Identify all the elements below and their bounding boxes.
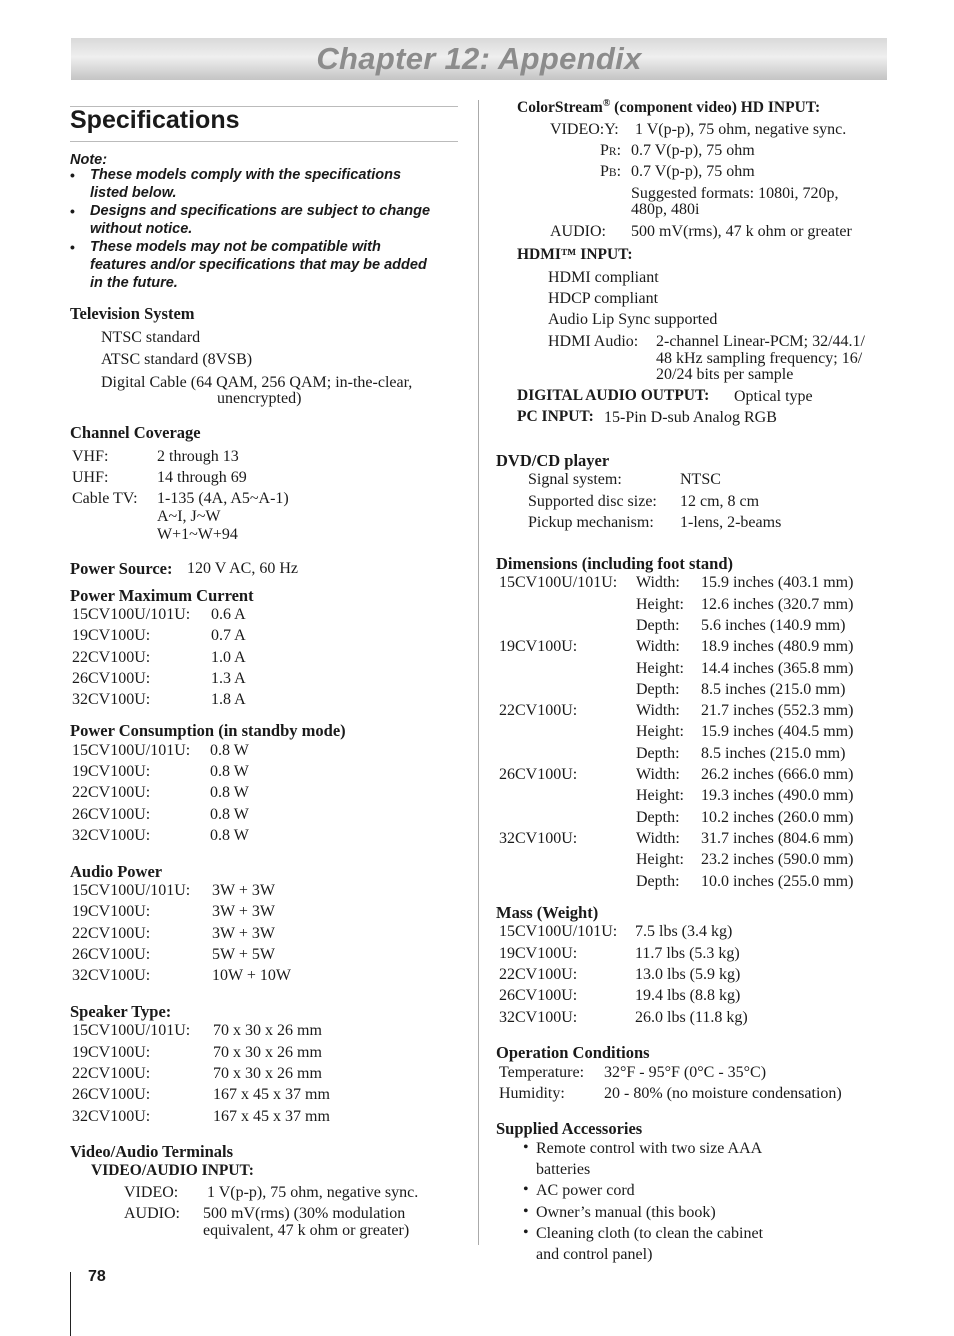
- accessory-item: Owner’s manual (this book): [536, 1204, 716, 1221]
- power-cons-heading: Power Consumption (in standby mode): [70, 721, 346, 740]
- model-label: 15CV100U/101U:: [72, 606, 191, 623]
- channel-key: Cable TV:: [72, 490, 138, 507]
- model-label: 15CV100U/101U:: [72, 1022, 191, 1039]
- model-label: 19CV100U:: [499, 638, 578, 655]
- hdmi-audio-value-cont: 20/24 bits per sample: [656, 366, 794, 383]
- va-video-key: VIDEO:: [124, 1184, 179, 1201]
- tv-system-item-cont: unencrypted): [217, 390, 302, 407]
- bullet: •: [523, 1139, 529, 1156]
- height-value: 19.3 inches (490.0 mm): [701, 787, 854, 804]
- digital-out-label: DIGITAL AUDIO OUTPUT:: [517, 387, 710, 404]
- hdmi-audio-value-cont: 48 kHz sampling frequency; 16/: [656, 350, 863, 367]
- va-audio-value-cont: equivalent, 47 k ohm or greater): [203, 1222, 410, 1239]
- va-video-value: 1 V(p-p), 75 ohm, negative sync.: [207, 1184, 419, 1201]
- cs-formats-cont: 480p, 480i: [631, 201, 700, 218]
- height-value: 12.6 inches (320.7 mm): [701, 596, 854, 613]
- note-item-3: These models may not be compatible with: [90, 239, 381, 255]
- bullet: •: [523, 1203, 529, 1220]
- audio-power-value: 5W + 5W: [212, 946, 275, 963]
- model-label: 26CV100U:: [499, 987, 578, 1004]
- power-cons-value: 0.8 W: [210, 784, 249, 801]
- note-item-3-cont: features and/or specifications that may be added: [90, 257, 427, 273]
- model-label: 32CV100U:: [499, 1009, 578, 1026]
- speaker-value: 167 x 45 x 37 mm: [213, 1086, 330, 1103]
- height-label: Height:: [636, 723, 684, 740]
- mass-value: 7.5 lbs (3.4 kg): [635, 923, 733, 940]
- operation-value: 32°F - 95°F (0°C - 35°C): [604, 1064, 767, 1081]
- channel-key: VHF:: [72, 448, 109, 465]
- power-max-value: 1.0 A: [211, 649, 246, 666]
- dvd-key: Signal system:: [528, 471, 622, 488]
- operation-key: Humidity:: [499, 1085, 565, 1102]
- model-label: 32CV100U:: [72, 691, 151, 708]
- model-label: 15CV100U/101U:: [499, 923, 618, 940]
- model-label: 22CV100U:: [499, 966, 578, 983]
- dvd-key: Pickup mechanism:: [528, 514, 654, 531]
- page-number: 78: [88, 1268, 106, 1285]
- hdmi-audio-key: HDMI Audio:: [548, 333, 639, 350]
- hdmi-item: HDCP compliant: [548, 290, 659, 307]
- accessories-heading: Supplied Accessories: [496, 1119, 643, 1138]
- hdmi-audio-value: 2-channel Linear-PCM; 32/44.1/: [656, 333, 865, 350]
- width-label: Width:: [636, 574, 680, 591]
- audio-power-value: 3W + 3W: [212, 925, 275, 942]
- colorstream-heading: [517, 98, 820, 117]
- model-label: 19CV100U:: [72, 763, 151, 780]
- cs-pr-value: 0.7 V(p-p), 75 ohm: [631, 142, 755, 159]
- width-label: Width:: [636, 638, 680, 655]
- audio-power-heading: Audio Power: [70, 862, 163, 881]
- va-input-heading: VIDEO/AUDIO INPUT:: [91, 1162, 254, 1179]
- depth-label: Depth:: [636, 681, 680, 698]
- model-label: 32CV100U:: [72, 967, 151, 984]
- accessory-item-cont: batteries: [536, 1161, 591, 1178]
- dimensions-heading: Dimensions (including foot stand): [496, 554, 734, 573]
- bullet: •: [523, 1224, 529, 1241]
- section-rule-bottom: [70, 141, 458, 142]
- width-value: 15.9 inches (403.1 mm): [701, 574, 854, 591]
- height-value: 15.9 inches (404.5 mm): [701, 723, 854, 740]
- model-label: 15CV100U/101U:: [72, 742, 191, 759]
- mass-value: 19.4 lbs (8.8 kg): [635, 987, 741, 1004]
- speaker-value: 70 x 30 x 26 mm: [213, 1065, 322, 1082]
- cs-video-value: 1 V(p-p), 75 ohm, negative sync.: [635, 121, 847, 138]
- speaker-value: 70 x 30 x 26 mm: [213, 1022, 322, 1039]
- model-label: 26CV100U:: [72, 806, 151, 823]
- channel-key: UHF:: [72, 469, 109, 486]
- note-bullet: •: [70, 203, 75, 219]
- note-item-3-cont2: in the future.: [90, 275, 178, 291]
- height-label: Height:: [636, 660, 684, 677]
- width-value: 18.9 inches (480.9 mm): [701, 638, 854, 655]
- note-item-1-cont: listed below.: [90, 185, 177, 201]
- channel-heading: Channel Coverage: [70, 423, 201, 442]
- model-label: 26CV100U:: [72, 1086, 151, 1103]
- power-max-value: 0.7 A: [211, 627, 246, 644]
- height-value: 14.4 inches (365.8 mm): [701, 660, 854, 677]
- channel-value-cont: A~I, J~W: [157, 508, 221, 525]
- dvd-heading: DVD/CD player: [496, 451, 610, 470]
- height-label: Height:: [636, 596, 684, 613]
- dvd-value: 12 cm, 8 cm: [680, 493, 760, 510]
- mass-value: 13.0 lbs (5.9 kg): [635, 966, 741, 983]
- model-label: 22CV100U:: [72, 925, 151, 942]
- model-label: 15CV100U/101U:: [72, 882, 191, 899]
- accessory-item: Remote control with two size AAA: [536, 1140, 763, 1157]
- model-label: 22CV100U:: [499, 702, 578, 719]
- chapter-banner: [71, 38, 887, 80]
- column-divider: [478, 100, 479, 1245]
- depth-label: Depth:: [636, 617, 680, 634]
- va-audio-key: AUDIO:: [124, 1205, 180, 1222]
- depth-value: 5.6 inches (140.9 mm): [701, 617, 846, 634]
- va-terminals-heading: Video/Audio Terminals: [70, 1142, 234, 1161]
- channel-value-cont: W+1~W+94: [157, 526, 238, 543]
- operation-key: Temperature:: [499, 1064, 585, 1081]
- width-label: Width:: [636, 702, 680, 719]
- model-label: 22CV100U:: [72, 649, 151, 666]
- power-cons-value: 0.8 W: [210, 742, 249, 759]
- power-max-value: 0.6 A: [211, 606, 246, 623]
- power-max-value: 1.8 A: [211, 691, 246, 708]
- model-label: 26CV100U:: [499, 766, 578, 783]
- footer-bar: [70, 1272, 71, 1336]
- note-item-1: These models comply with the specifications: [90, 167, 402, 183]
- section-title: Specifications: [70, 106, 240, 134]
- accessory-item: Cleaning cloth (to clean the cabinet: [536, 1225, 764, 1242]
- chapter-title: Chapter 12: Appendix: [316, 41, 642, 76]
- speaker-value: 70 x 30 x 26 mm: [213, 1044, 322, 1061]
- colorstream-title-rest: (component video) HD INPUT:: [610, 99, 821, 117]
- pc-input-value: 15-Pin D-sub Analog RGB: [604, 409, 777, 426]
- model-label: 19CV100U:: [72, 1044, 151, 1061]
- pc-input-label: PC INPUT:: [517, 408, 594, 425]
- height-label: Height:: [636, 851, 684, 868]
- cs-pr-key: PR:: [600, 142, 622, 159]
- note-item-2-cont: without notice.: [90, 221, 193, 237]
- power-cons-value: 0.8 W: [210, 806, 249, 823]
- width-value: 31.7 inches (804.6 mm): [701, 830, 854, 847]
- model-label: 26CV100U:: [72, 670, 151, 687]
- depth-label: Depth:: [636, 809, 680, 826]
- power-cons-value: 0.8 W: [210, 763, 249, 780]
- depth-value: 8.5 inches (215.0 mm): [701, 745, 846, 762]
- audio-power-value: 3W + 3W: [212, 882, 275, 899]
- model-label: 19CV100U:: [72, 627, 151, 644]
- hdmi-item: Audio Lip Sync supported: [548, 311, 718, 328]
- width-value: 26.2 inches (666.0 mm): [701, 766, 854, 783]
- model-label: 32CV100U:: [72, 827, 151, 844]
- height-value: 23.2 inches (590.0 mm): [701, 851, 854, 868]
- cs-audio-value: 500 mV(rms), 47 k ohm or greater: [631, 223, 852, 240]
- cs-audio-key: AUDIO:: [550, 223, 606, 240]
- power-source-label: Power Source:: [70, 559, 173, 578]
- channel-value: 2 through 13: [157, 448, 239, 465]
- audio-power-value: 3W + 3W: [212, 903, 275, 920]
- channel-value: 14 through 69: [157, 469, 247, 486]
- channel-value: 1-135 (4A, A5~A-1): [157, 490, 289, 507]
- accessory-item-cont: and control panel): [536, 1246, 653, 1263]
- cs-video-key: VIDEO:Y:: [550, 121, 619, 138]
- model-label: 22CV100U:: [72, 784, 151, 801]
- depth-value: 10.0 inches (255.0 mm): [701, 873, 854, 890]
- mass-value: 26.0 lbs (11.8 kg): [635, 1009, 748, 1026]
- width-value: 21.7 inches (552.3 mm): [701, 702, 854, 719]
- tv-system-item: ATSC standard (8VSB): [101, 351, 253, 368]
- note-item-2: Designs and specifications are subject to change: [90, 203, 431, 219]
- model-label: 26CV100U:: [72, 946, 151, 963]
- bullet: •: [523, 1181, 529, 1198]
- operation-value: 20 - 80% (no moisture condensation): [604, 1085, 842, 1102]
- digital-out-value: Optical type: [734, 388, 813, 405]
- model-label: 15CV100U/101U:: [499, 574, 618, 591]
- model-label: 22CV100U:: [72, 1065, 151, 1082]
- operation-heading: Operation Conditions: [496, 1043, 650, 1062]
- speaker-value: 167 x 45 x 37 mm: [213, 1108, 330, 1125]
- height-label: Height:: [636, 787, 684, 804]
- depth-value: 8.5 inches (215.0 mm): [701, 681, 846, 698]
- dvd-key: Supported disc size:: [528, 493, 657, 510]
- note-label: Note:: [70, 152, 108, 168]
- hdmi-item: HDMI compliant: [548, 269, 659, 286]
- depth-label: Depth:: [636, 745, 680, 762]
- note-bullet: •: [70, 239, 75, 255]
- cs-formats: Suggested formats: 1080i, 720p,: [631, 185, 839, 202]
- depth-label: Depth:: [636, 873, 680, 890]
- power-cons-value: 0.8 W: [210, 827, 249, 844]
- registered-mark: ®: [602, 98, 611, 109]
- accessory-item: AC power cord: [536, 1182, 635, 1199]
- model-label: 19CV100U:: [499, 945, 578, 962]
- colorstream-title: ColorStream: [517, 99, 603, 117]
- power-max-heading: Power Maximum Current: [70, 586, 254, 605]
- tv-system-heading: Television System: [70, 304, 195, 323]
- power-source-value: 120 V AC, 60 Hz: [187, 560, 298, 577]
- cs-pb-value: 0.7 V(p-p), 75 ohm: [631, 163, 755, 180]
- mass-heading: Mass (Weight): [496, 903, 599, 922]
- audio-power-value: 10W + 10W: [212, 967, 291, 984]
- tv-system-item: Digital Cable (64 QAM, 256 QAM; in-the-clear,: [101, 374, 413, 391]
- tv-system-item: NTSC standard: [101, 329, 201, 346]
- va-audio-value: 500 mV(rms) (30% modulation: [203, 1205, 406, 1222]
- note-bullet: •: [70, 167, 75, 183]
- power-max-value: 1.3 A: [211, 670, 246, 687]
- width-label: Width:: [636, 830, 680, 847]
- mass-value: 11.7 lbs (5.3 kg): [635, 945, 740, 962]
- dvd-value: NTSC: [680, 471, 721, 488]
- width-label: Width:: [636, 766, 680, 783]
- model-label: 32CV100U:: [72, 1108, 151, 1125]
- dvd-value: 1-lens, 2-beams: [680, 514, 782, 531]
- model-label: 19CV100U:: [72, 903, 151, 920]
- model-label: 32CV100U:: [499, 830, 578, 847]
- cs-pb-key: PB:: [600, 163, 622, 180]
- hdmi-heading: HDMI™ INPUT:: [517, 246, 633, 263]
- depth-value: 10.2 inches (260.0 mm): [701, 809, 854, 826]
- speaker-heading: Speaker Type:: [70, 1002, 172, 1021]
